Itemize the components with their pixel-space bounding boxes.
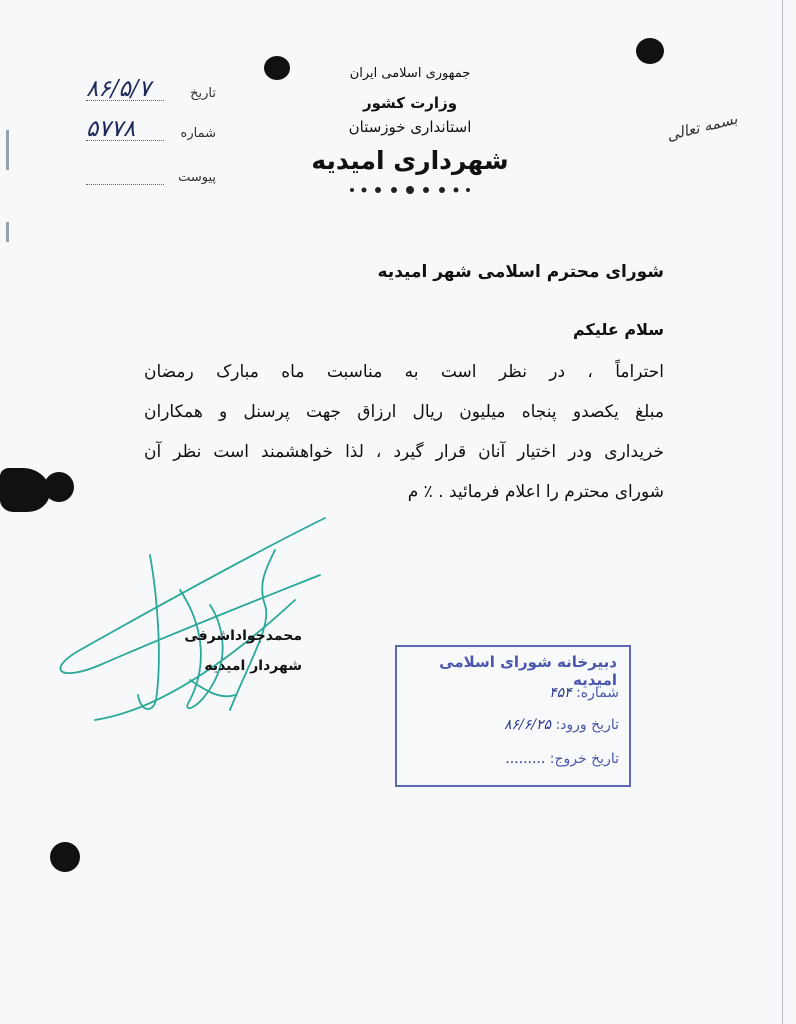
number-value: ۵۷۷۸ [86, 116, 136, 142]
ministry-line: وزارت کشور [362, 94, 458, 112]
signer-name: محمدجواداشرفی [184, 628, 302, 644]
signer-title: شهردار امیدیه [204, 658, 302, 674]
stamp-entry-value: ۸۶/۶/۲۵ [503, 717, 551, 733]
stamp-exit-value: ......... [505, 751, 546, 767]
scan-mark [6, 222, 9, 242]
recipient: شورای محترم اسلامی شهر امیدیه [377, 262, 664, 282]
stamp-number [549, 685, 619, 701]
body-line: خریداری ودر اختیار آنان قرار گیرد ، لذا خواهشمند است نظر آن [144, 442, 664, 462]
scan-edge [782, 0, 783, 1024]
stamp-entry-label: تاریخ ورود: [555, 717, 619, 733]
date-field [86, 76, 216, 104]
greeting: سلام علیکم [572, 320, 664, 339]
torn-edge [0, 468, 50, 512]
scan-mark [6, 130, 9, 170]
body-line: احتراماً ، در نظر است به مناسبت ماه مبارک رمضان [144, 362, 664, 382]
bismillah-mark: بسمه تعالی [664, 109, 740, 145]
governorate-line: استانداری خوزستان [348, 118, 472, 136]
date-label: تاریخ [190, 86, 216, 101]
number-label: شماره [180, 126, 216, 141]
body-line: شورای محترم را اعلام فرمائید . ٪ م [407, 482, 664, 502]
attachment-label: پیوست [178, 170, 216, 185]
stamp-title: دبیرخانه شورای اسلامی امیدیه [439, 653, 617, 689]
date-value: ۸۶/۵/۷ [86, 76, 151, 102]
stamp-exit-date [505, 751, 619, 767]
punch-hole [50, 842, 80, 872]
stamp-number-label: شماره: [576, 685, 619, 701]
attachment-field [86, 166, 216, 188]
ornament-divider [344, 183, 476, 197]
body-line: مبلغ یکصدو پنجاه میلیون ریال ارزاق جهت پرسنل و همکاران [144, 402, 664, 422]
registry-stamp [395, 645, 631, 787]
signature-scribble [40, 510, 340, 740]
ink-blot [636, 38, 664, 64]
stamp-entry-date [504, 717, 619, 733]
municipality-title: شهرداری امیدیه [311, 146, 509, 175]
stamp-number-value: ۴۵۴ [549, 685, 572, 701]
stamp-exit-label: تاریخ خروج: [549, 751, 619, 767]
republic-line: جمهوری اسلامی ایران [349, 66, 471, 81]
number-field [86, 116, 216, 144]
